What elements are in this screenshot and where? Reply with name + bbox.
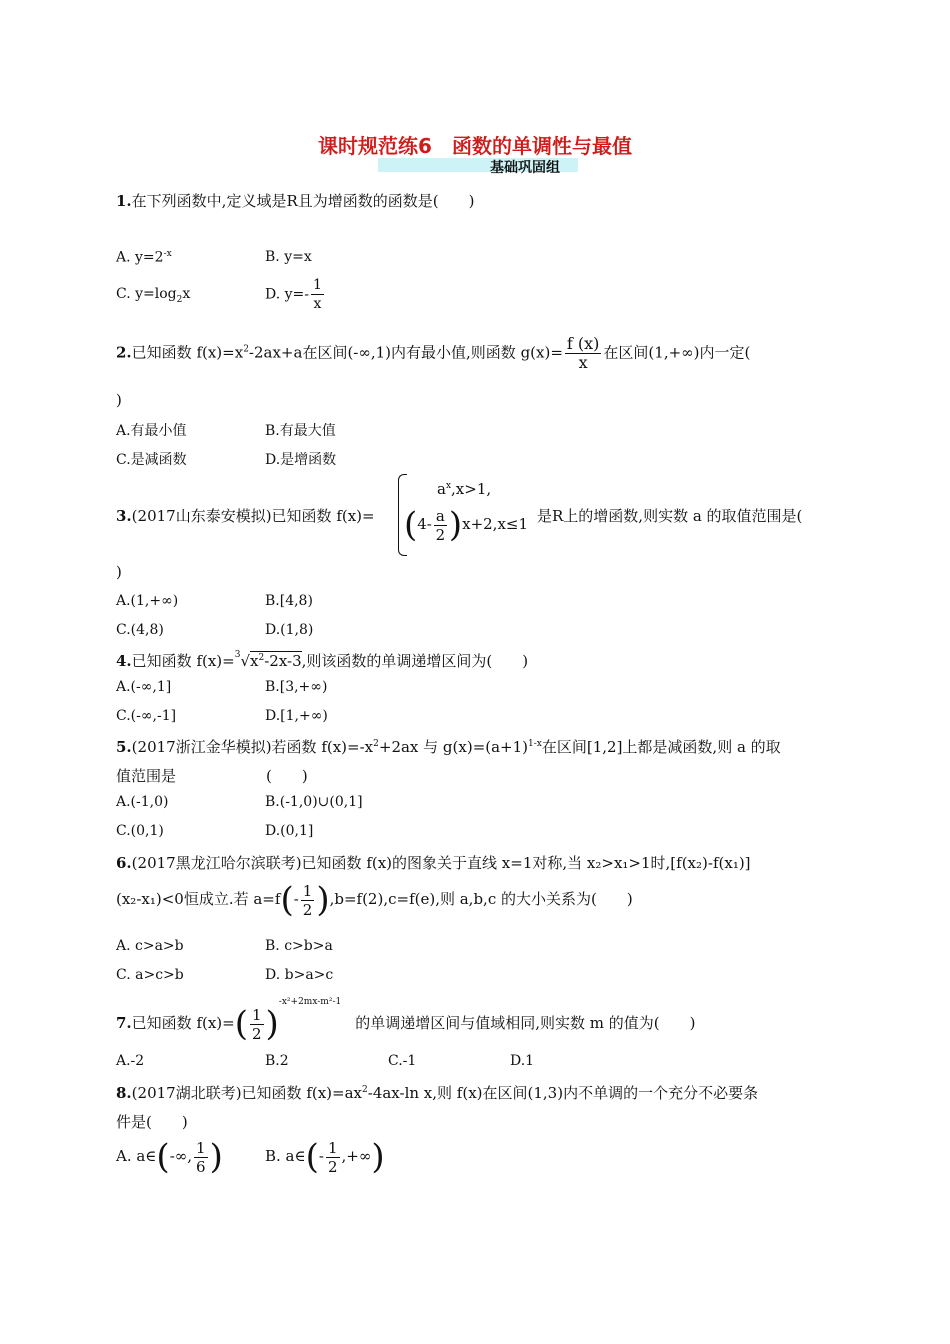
q8-option-a: A. a∈(-∞, $\frac{1}{6}$ ) [116,1137,223,1177]
q6-option-c: C. a>c>b [116,967,184,983]
q2-option-b: B.有最大值 [265,423,336,439]
q7-option-a: A.-2 [116,1053,145,1069]
q3-option-b: B.[4,8) [265,593,313,609]
q3-option-c: C.(4,8) [116,622,164,638]
q4-option-c: C.(-∞,-1] [116,708,177,724]
q6-option-a: A. c>a>b [116,938,184,954]
question-6-stem-2: (x₂-x₁)<0恒成立.若 a=f(- $\frac{1}{2}$ ),b=f(2),c=f(e),则 a,b,c 的大小关系为( ) [116,880,633,920]
q6-option-d: D. b>a>c [265,967,334,983]
q3-case-2: (4- $\frac{a}{2}$ )x+2,x≤1 [404,505,529,545]
q1-option-b: B. y=x [265,249,312,265]
section-subtitle: 基础巩固组 [490,160,560,176]
question-2-stem: 2.已知函数 $f(x)=x^2-2ax+a$在区间(-∞,1)内有最小值,则函数 g(x)= $\frac{f (x)}{x}$ 在区间(1,+∞)内一定( [116,334,751,372]
q8-option-b: B. a∈(- $\frac{1}{2}$ ,+∞) [265,1137,385,1177]
question-5-stem: 5.(2017浙江金华模拟)若函数 $f(x)=-x^2+2ax$ 与 $g(x)=(a+1)^{1-x}$在区间[1,2]上都是减函数,则 a 的取 [116,738,781,756]
q5-option-c: C.(0,1) [116,823,164,839]
radical-sign-icon: √ [240,652,251,670]
q3-option-d: D.(1,8) [265,622,314,638]
question-8-stem-2: 件是( ) [116,1113,188,1131]
question-4-stem: 4.已知函数 $f(x)=^3√x^2-2x-3$,则该函数的单调递增区间为( ) [116,650,529,670]
q2-option-c: C.是减函数 [116,452,187,468]
q7-option-b: B.2 [265,1053,289,1069]
q4-option-b: B.[3,+∞) [265,679,328,695]
q2-option-d: D.是增函数 [265,452,337,468]
q1-option-c: C. $y=\log_2x$ [116,286,191,305]
question-6-stem: 6.(2017黑龙江哈尔滨联考)已知函数 f(x)的图象关于直线 x=1对称,当 x₂>x₁>1时,[f(x₂)-f(x₁)] [116,854,751,872]
q6-option-b: B. c>b>a [265,938,333,954]
cube-root-icon: 3 [234,650,241,660]
q5-option-a: A.(-1,0) [116,794,169,810]
q2-option-a: A.有最小值 [116,423,187,439]
q5-option-d: D.(0,1] [265,823,314,839]
question-7-stem: 7.已知函数 f(x)=( $\frac{1}{2}$ )$^{-x^2+2mx-m^2-1}$的单调递增区间与值域相同,则实数 m 的值为( ) [116,997,696,1044]
q5-option-b: B.(-1,0)∪(0,1] [265,794,363,810]
question-5-stem-2: 值范围是 ( ) [116,767,308,785]
question-8-stem: 8.(2017湖北联考)已知函数 $f(x)=ax^2-4ax-\ln$ x,则 f(x)在区间(1,3)内不单调的一个充分不必要条 [116,1084,759,1102]
q1-option-d: D. y=- $\frac{1}{x}$ [265,277,322,312]
page-title: 课时规范练6 函数的单调性与最值 [318,134,632,158]
q4-option-d: D.[1,+∞) [265,708,328,724]
question-3-stem-end: ) [116,563,122,581]
question-3-stem: 3.(2017山东泰安模拟)已知函数 f(x)= [116,507,375,525]
q3-case-1: $a^x,x>1$, [437,480,492,498]
question-1-stem: 1.在下列函数中,定义域是R且为增函数的函数是( ) [116,192,475,210]
question-3-stem-tail: 是R上的增函数,则实数 a 的取值范围是( [537,507,803,525]
q4-option-a: A.(-∞,1] [116,679,172,695]
q3-option-a: A.(1,+∞) [116,593,179,609]
q1-option-a: A. $y=2^{-x}$ [116,249,172,266]
q7-option-d: D.1 [510,1053,535,1069]
q7-option-c: C.-1 [388,1053,417,1069]
question-2-stem-end: ) [116,391,122,409]
